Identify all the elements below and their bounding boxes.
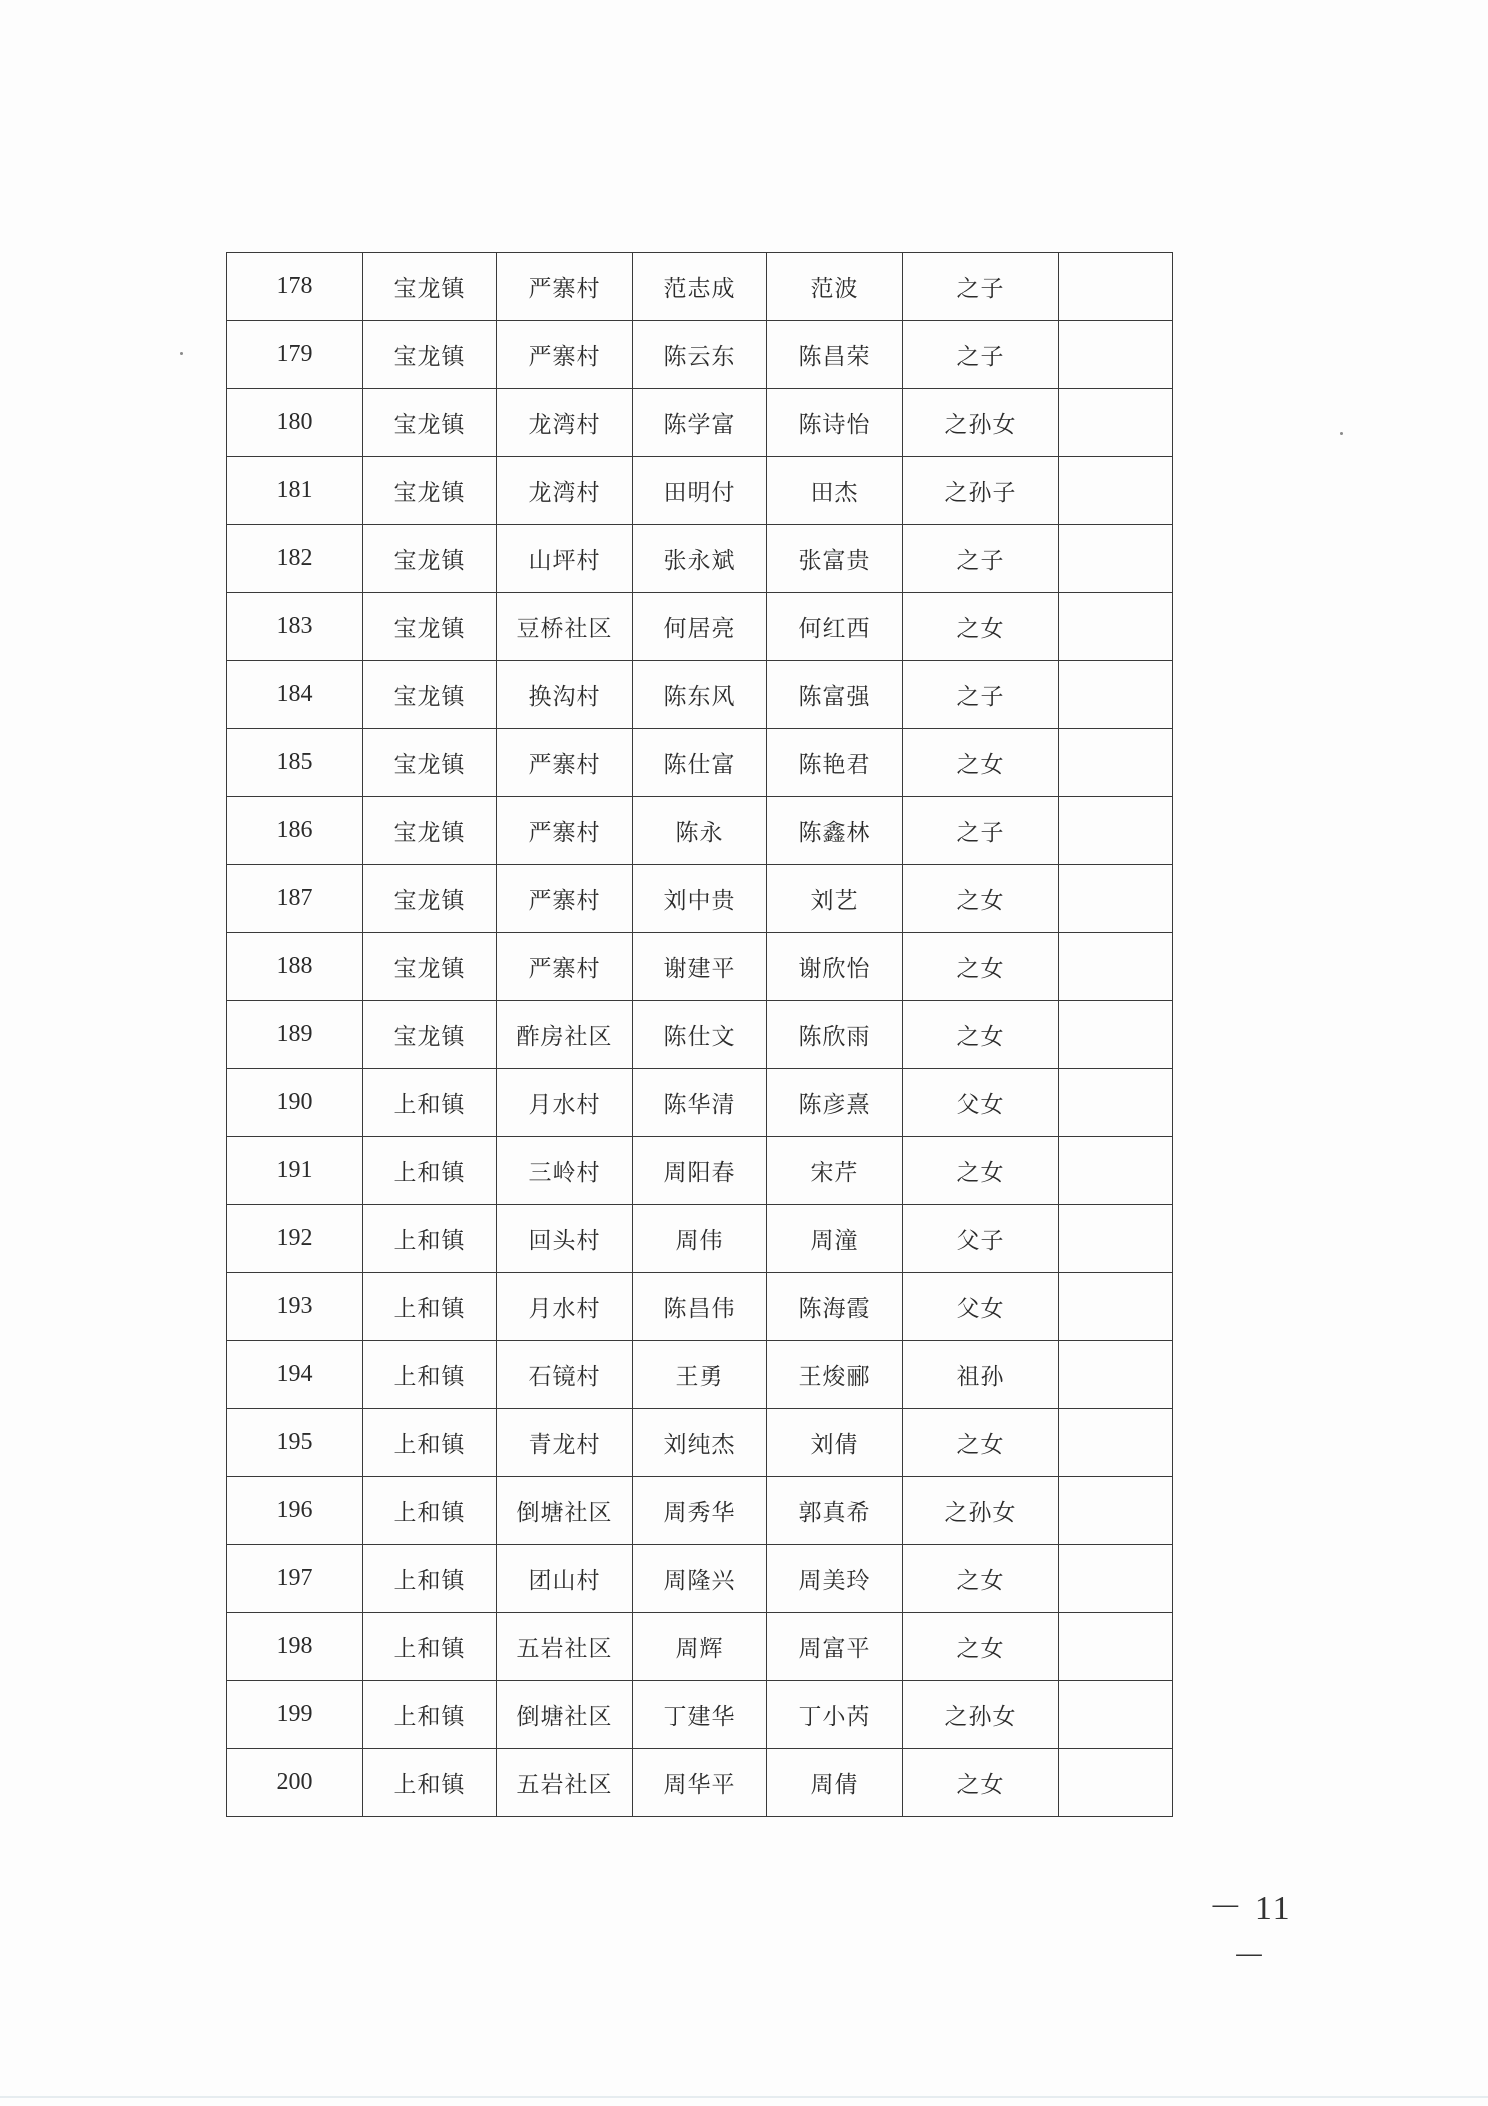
table-cell-parent: 何居亮 xyxy=(633,593,767,661)
table-cell-village: 严寨村 xyxy=(497,865,633,933)
table-cell-town: 上和镇 xyxy=(363,1341,497,1409)
table-cell-village: 倒塘社区 xyxy=(497,1681,633,1749)
table-cell-parent: 周伟 xyxy=(633,1205,767,1273)
table-row xyxy=(227,389,1173,457)
table-cell-child: 周潼 xyxy=(767,1205,903,1273)
table-cell-town: 上和镇 xyxy=(363,1477,497,1545)
table-cell-child: 陈鑫林 xyxy=(767,797,903,865)
table-row xyxy=(227,1545,1173,1613)
table-cell-child: 郭真希 xyxy=(767,1477,903,1545)
table-row xyxy=(227,321,1173,389)
table-cell-parent: 陈学富 xyxy=(633,389,767,457)
table-cell-relation: 父女 xyxy=(903,1069,1059,1137)
table-cell-village: 龙湾村 xyxy=(497,389,633,457)
table-cell-relation: 父女 xyxy=(903,1273,1059,1341)
table-cell-village: 团山村 xyxy=(497,1545,633,1613)
table-cell-child: 陈诗怡 xyxy=(767,389,903,457)
table-cell-village: 龙湾村 xyxy=(497,457,633,525)
table-cell-no: 191 xyxy=(227,1137,363,1205)
table-row xyxy=(227,593,1173,661)
table-cell-village: 酢房社区 xyxy=(497,1001,633,1069)
scan-edge xyxy=(0,2096,1488,2098)
table-cell-remark xyxy=(1059,593,1173,661)
table-cell-village: 月水村 xyxy=(497,1273,633,1341)
table-cell-parent: 周阳春 xyxy=(633,1137,767,1205)
table-cell-child: 陈海霞 xyxy=(767,1273,903,1341)
table-cell-village: 月水村 xyxy=(497,1069,633,1137)
table-cell-relation: 之子 xyxy=(903,525,1059,593)
table-cell-town: 宝龙镇 xyxy=(363,253,497,321)
table-cell-remark xyxy=(1059,321,1173,389)
table-cell-remark xyxy=(1059,1205,1173,1273)
table-cell-child: 何红西 xyxy=(767,593,903,661)
table-cell-parent: 陈华清 xyxy=(633,1069,767,1137)
table-cell-remark xyxy=(1059,933,1173,1001)
table-cell-town: 上和镇 xyxy=(363,1069,497,1137)
table-cell-village: 青龙村 xyxy=(497,1409,633,1477)
table-cell-town: 宝龙镇 xyxy=(363,729,497,797)
table-cell-child: 张富贵 xyxy=(767,525,903,593)
table-row xyxy=(227,797,1173,865)
table-cell-village: 五岩社区 xyxy=(497,1613,633,1681)
table-cell-parent: 陈永 xyxy=(633,797,767,865)
table-cell-no: 187 xyxy=(227,865,363,933)
table-cell-child: 王焌郦 xyxy=(767,1341,903,1409)
table-cell-parent: 周隆兴 xyxy=(633,1545,767,1613)
table-cell-relation: 之女 xyxy=(903,933,1059,1001)
table-cell-remark xyxy=(1059,865,1173,933)
table-row xyxy=(227,1069,1173,1137)
table-cell-town: 上和镇 xyxy=(363,1409,497,1477)
table-cell-relation: 之孙子 xyxy=(903,457,1059,525)
table-row xyxy=(227,1613,1173,1681)
table-cell-no: 190 xyxy=(227,1069,363,1137)
table-cell-village: 三岭村 xyxy=(497,1137,633,1205)
table-cell-town: 宝龙镇 xyxy=(363,797,497,865)
table-cell-town: 上和镇 xyxy=(363,1273,497,1341)
table-cell-no: 197 xyxy=(227,1545,363,1613)
page-number: － 11 － xyxy=(1208,1890,1292,1976)
table-cell-town: 上和镇 xyxy=(363,1749,497,1817)
table-cell-parent: 刘中贵 xyxy=(633,865,767,933)
table-cell-child: 陈彦熹 xyxy=(767,1069,903,1137)
table-cell-parent: 陈东风 xyxy=(633,661,767,729)
table-cell-no: 183 xyxy=(227,593,363,661)
table-cell-no: 193 xyxy=(227,1273,363,1341)
table-cell-child: 周倩 xyxy=(767,1749,903,1817)
table-cell-village: 换沟村 xyxy=(497,661,633,729)
table-cell-relation: 之女 xyxy=(903,1613,1059,1681)
table-row xyxy=(227,1409,1173,1477)
table-cell-child: 陈艳君 xyxy=(767,729,903,797)
table-cell-child: 范波 xyxy=(767,253,903,321)
table-row xyxy=(227,1477,1173,1545)
table-cell-parent: 周辉 xyxy=(633,1613,767,1681)
table-cell-remark xyxy=(1059,1001,1173,1069)
table-cell-relation: 之女 xyxy=(903,1545,1059,1613)
table-cell-town: 宝龙镇 xyxy=(363,457,497,525)
table-cell-remark xyxy=(1059,1749,1173,1817)
table-cell-town: 宝龙镇 xyxy=(363,933,497,1001)
table-cell-town: 上和镇 xyxy=(363,1681,497,1749)
table-cell-parent: 陈仕文 xyxy=(633,1001,767,1069)
table-cell-parent: 陈昌伟 xyxy=(633,1273,767,1341)
table-cell-remark xyxy=(1059,253,1173,321)
table-cell-no: 186 xyxy=(227,797,363,865)
table-cell-remark xyxy=(1059,729,1173,797)
table-cell-relation: 之女 xyxy=(903,1137,1059,1205)
table-cell-village: 回头村 xyxy=(497,1205,633,1273)
table-cell-village: 严寨村 xyxy=(497,729,633,797)
table-cell-child: 丁小芮 xyxy=(767,1681,903,1749)
table-cell-village: 山坪村 xyxy=(497,525,633,593)
table-cell-no: 180 xyxy=(227,389,363,457)
table-cell-no: 185 xyxy=(227,729,363,797)
table-row xyxy=(227,1681,1173,1749)
table-cell-town: 宝龙镇 xyxy=(363,321,497,389)
table-cell-town: 宝龙镇 xyxy=(363,865,497,933)
table-cell-village: 严寨村 xyxy=(497,321,633,389)
table-cell-relation: 之孙女 xyxy=(903,1477,1059,1545)
table-row xyxy=(227,729,1173,797)
table-cell-town: 宝龙镇 xyxy=(363,525,497,593)
table-cell-parent: 周华平 xyxy=(633,1749,767,1817)
table-cell-remark xyxy=(1059,1545,1173,1613)
table-cell-remark xyxy=(1059,1273,1173,1341)
table-cell-child: 田杰 xyxy=(767,457,903,525)
table-cell-child: 陈富强 xyxy=(767,661,903,729)
table-cell-relation: 之子 xyxy=(903,661,1059,729)
table-cell-parent: 陈仕富 xyxy=(633,729,767,797)
table-cell-parent: 王勇 xyxy=(633,1341,767,1409)
table-cell-child: 刘艺 xyxy=(767,865,903,933)
table-cell-remark xyxy=(1059,1341,1173,1409)
table-cell-remark xyxy=(1059,1477,1173,1545)
table-row xyxy=(227,1273,1173,1341)
table-cell-remark xyxy=(1059,389,1173,457)
table-cell-parent: 范志成 xyxy=(633,253,767,321)
table-row xyxy=(227,1341,1173,1409)
table-cell-parent: 陈云东 xyxy=(633,321,767,389)
table-cell-remark xyxy=(1059,1613,1173,1681)
table-cell-parent: 谢建平 xyxy=(633,933,767,1001)
table-cell-remark xyxy=(1059,1409,1173,1477)
table-cell-relation: 祖孙 xyxy=(903,1341,1059,1409)
table-cell-relation: 之女 xyxy=(903,729,1059,797)
table-row xyxy=(227,1205,1173,1273)
table-cell-town: 上和镇 xyxy=(363,1205,497,1273)
table-cell-no: 181 xyxy=(227,457,363,525)
table-cell-no: 196 xyxy=(227,1477,363,1545)
table-row xyxy=(227,525,1173,593)
table-cell-remark xyxy=(1059,797,1173,865)
table-row xyxy=(227,661,1173,729)
table-cell-relation: 之子 xyxy=(903,321,1059,389)
scan-speck xyxy=(1340,432,1343,435)
table-cell-child: 陈欣雨 xyxy=(767,1001,903,1069)
table-cell-town: 宝龙镇 xyxy=(363,389,497,457)
table-cell-no: 198 xyxy=(227,1613,363,1681)
table-cell-relation: 之女 xyxy=(903,1001,1059,1069)
table-cell-no: 200 xyxy=(227,1749,363,1817)
table-cell-child: 宋芹 xyxy=(767,1137,903,1205)
table-cell-no: 178 xyxy=(227,253,363,321)
table-cell-relation: 之孙女 xyxy=(903,1681,1059,1749)
table-cell-no: 194 xyxy=(227,1341,363,1409)
table-cell-town: 宝龙镇 xyxy=(363,593,497,661)
table-cell-relation: 父子 xyxy=(903,1205,1059,1273)
table-cell-no: 179 xyxy=(227,321,363,389)
table-cell-relation: 之子 xyxy=(903,797,1059,865)
table-cell-parent: 周秀华 xyxy=(633,1477,767,1545)
table-cell-village: 豆桥社区 xyxy=(497,593,633,661)
table-cell-no: 188 xyxy=(227,933,363,1001)
table-cell-village: 倒塘社区 xyxy=(497,1477,633,1545)
table-cell-child: 谢欣怡 xyxy=(767,933,903,1001)
table-cell-parent: 丁建华 xyxy=(633,1681,767,1749)
table-row xyxy=(227,1749,1173,1817)
table-cell-no: 195 xyxy=(227,1409,363,1477)
table-cell-relation: 之子 xyxy=(903,253,1059,321)
table-cell-no: 184 xyxy=(227,661,363,729)
table-cell-child: 周富平 xyxy=(767,1613,903,1681)
table-cell-child: 周美玲 xyxy=(767,1545,903,1613)
table-cell-child: 陈昌荣 xyxy=(767,321,903,389)
table-cell-child: 刘倩 xyxy=(767,1409,903,1477)
table-cell-relation: 之孙女 xyxy=(903,389,1059,457)
table-row xyxy=(227,1137,1173,1205)
table-cell-relation: 之女 xyxy=(903,1749,1059,1817)
table-cell-town: 上和镇 xyxy=(363,1545,497,1613)
table-cell-village: 严寨村 xyxy=(497,797,633,865)
table-cell-village: 五岩社区 xyxy=(497,1749,633,1817)
table-cell-village: 严寨村 xyxy=(497,933,633,1001)
scan-speck xyxy=(180,352,183,355)
table-cell-village: 严寨村 xyxy=(497,253,633,321)
table-cell-remark xyxy=(1059,457,1173,525)
table-row xyxy=(227,1001,1173,1069)
table-cell-town: 宝龙镇 xyxy=(363,661,497,729)
table-cell-town: 宝龙镇 xyxy=(363,1001,497,1069)
table-cell-parent: 田明付 xyxy=(633,457,767,525)
table-cell-parent: 张永斌 xyxy=(633,525,767,593)
table-row xyxy=(227,457,1173,525)
table-row xyxy=(227,933,1173,1001)
table-row xyxy=(227,865,1173,933)
roster-table xyxy=(226,252,1173,1817)
table-cell-remark xyxy=(1059,1069,1173,1137)
table-cell-parent: 刘纯杰 xyxy=(633,1409,767,1477)
table-cell-no: 189 xyxy=(227,1001,363,1069)
table-row xyxy=(227,253,1173,321)
table-cell-village: 石镜村 xyxy=(497,1341,633,1409)
table-cell-remark xyxy=(1059,1137,1173,1205)
table-cell-remark xyxy=(1059,661,1173,729)
table-cell-relation: 之女 xyxy=(903,1409,1059,1477)
table-cell-town: 上和镇 xyxy=(363,1613,497,1681)
table-cell-no: 182 xyxy=(227,525,363,593)
roster-table-body xyxy=(227,253,1173,1817)
table-cell-relation: 之女 xyxy=(903,865,1059,933)
table-cell-no: 192 xyxy=(227,1205,363,1273)
table-cell-relation: 之女 xyxy=(903,593,1059,661)
table-cell-remark xyxy=(1059,525,1173,593)
table-cell-no: 199 xyxy=(227,1681,363,1749)
table-cell-town: 上和镇 xyxy=(363,1137,497,1205)
table-cell-remark xyxy=(1059,1681,1173,1749)
